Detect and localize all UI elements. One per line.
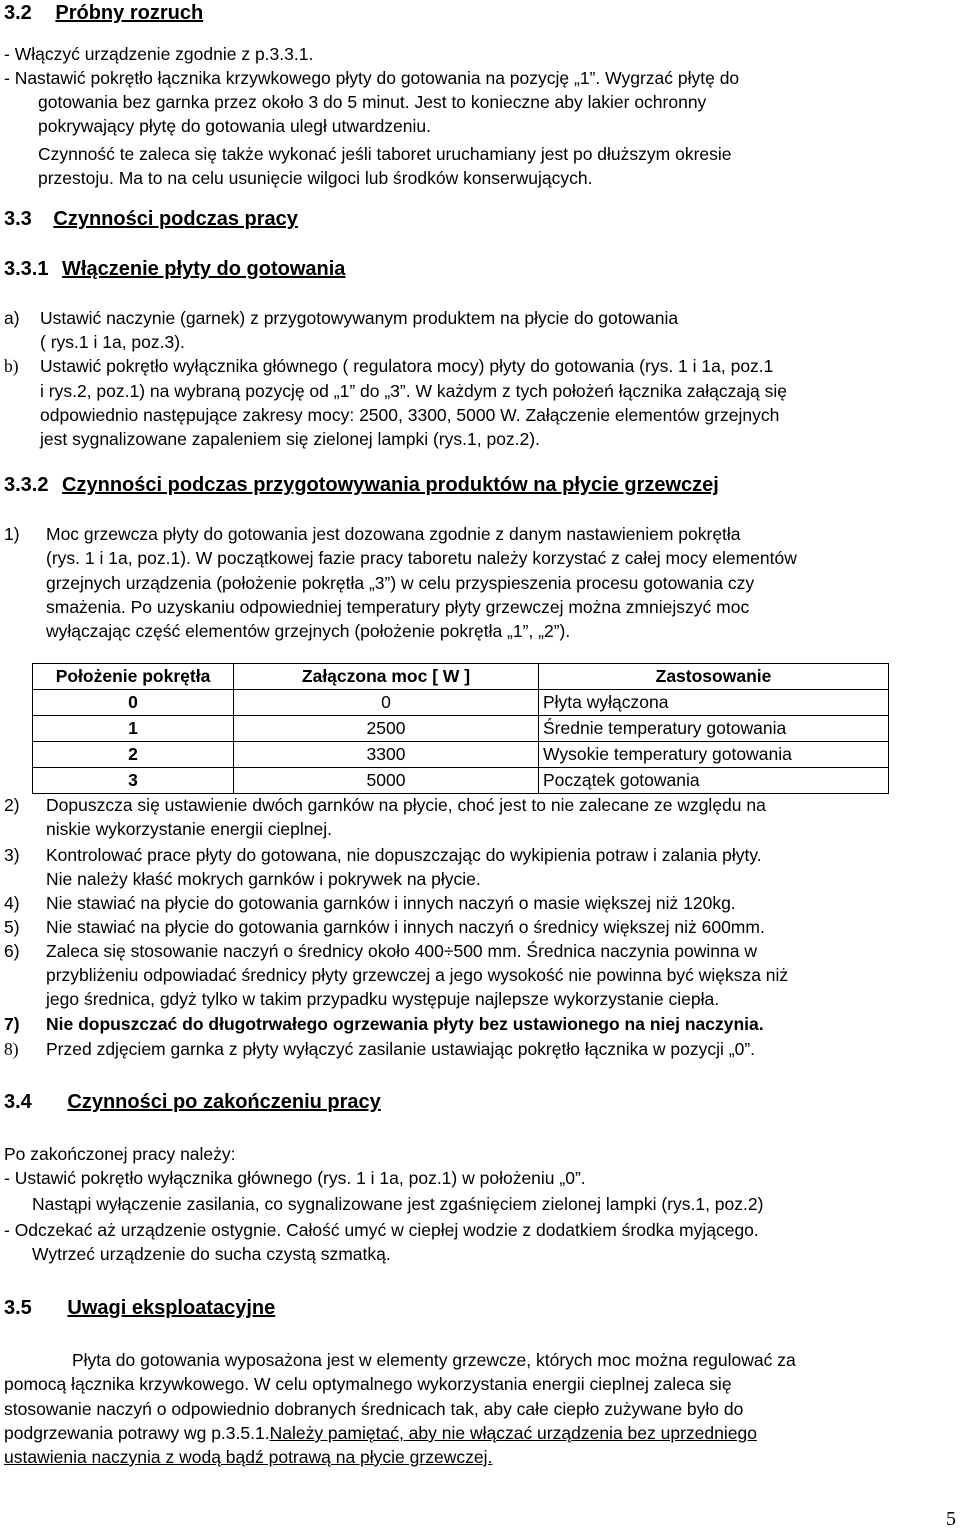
paragraph-line: pokrywający płytę do gotowania uległ utwardzeniu.	[38, 116, 432, 136]
paragraph-line: Zaleca się stosowanie naczyń o średnicy około 400÷500 mm. Średnica naczynia powinna w	[46, 941, 757, 961]
list-item: - Włączyć urządzenie zgodnie z p.3.3.1.	[4, 44, 314, 64]
table-row	[33, 768, 889, 794]
list-marker: 5)	[4, 917, 20, 937]
list-marker: 8)	[4, 1039, 19, 1059]
warning-text: Należy pamiętać, aby nie włączać urządzenia bez uprzedniego	[269, 1423, 757, 1443]
section-number: 3.2	[4, 2, 32, 24]
table-cell: Średnie temperatury gotowania	[539, 716, 889, 742]
section-title: Włączenie płyty do gotowania	[62, 258, 346, 280]
table-cell: Płyta wyłączona	[539, 690, 889, 716]
paragraph-line: i rys.2, poz.1) na wybraną pozycję od „1” do „3”. W każdym z tych położeń łącznika załączają się	[40, 381, 787, 401]
paragraph-line: wyłączając część elementów grzejnych (położenie pokrętła „1”, „2”).	[46, 621, 571, 641]
paragraph-line: (rys. 1 i 1a, poz.1). W początkowej fazie pracy taboretu należy korzystać z całej mocy elementów	[46, 548, 797, 568]
paragraph-line: Przed zdjęciem garnka z płyty wyłączyć zasilanie ustawiając pokrętło łącznika w pozycji „0”.	[46, 1039, 756, 1059]
section-number: 3.3	[4, 208, 32, 230]
paragraph-text: podgrzewania potrawy wg p.3.5.1.	[4, 1423, 270, 1443]
paragraph-line: Nie należy kłaść mokrych garnków i pokrywek na płycie.	[46, 869, 481, 889]
list-marker: 4)	[4, 893, 20, 913]
paragraph-line: odpowiednio następujące zakresy mocy: 2500, 3300, 5000 W. Załączenie elementów grzejnych	[40, 405, 780, 425]
section-heading-3-4	[4, 1091, 381, 1114]
paragraph-line: Wytrzeć urządzenie do sucha czystą szmatką.	[32, 1244, 391, 1264]
paragraph-line	[4, 1423, 757, 1444]
list-item: - Nastawić pokrętło łącznika krzywkowego płyty do gotowania na pozycję „1”. Wygrzać płytę do	[4, 68, 740, 88]
section-title: Czynności po zakończeniu pracy	[67, 1091, 381, 1113]
section-title: Czynności podczas pracy	[53, 208, 298, 230]
paragraph-line: pomocą łącznika krzywkowego. W celu optymalnego wykorzystania energii cieplnej zaleca się	[4, 1374, 732, 1394]
paragraph-line: Po zakończonej pracy należy:	[4, 1144, 236, 1164]
table-cell: 0	[234, 690, 539, 716]
paragraph-line: gotowania bez garnka przez około 3 do 5 minut. Jest to konieczne aby lakier ochronny	[38, 92, 707, 112]
table-cell: 3300	[234, 742, 539, 768]
paragraph-line: Ustawić pokrętło wyłącznika głównego ( regulatora mocy) płyty do gotowania (rys. 1 i 1a, poz.1	[40, 356, 774, 376]
table-cell: Początek gotowania	[539, 768, 889, 794]
table-row	[33, 690, 889, 716]
table-header-row	[33, 664, 889, 690]
paragraph-line: Czynność te zaleca się także wykonać jeśli taboret uruchamiany jest po dłuższym okresie	[38, 144, 732, 164]
table-row	[33, 716, 889, 742]
section-number: 3.3.2	[4, 474, 49, 496]
warning-text: ustawienia naczynia z wodą bądź potrawą na płycie grzewczej.	[4, 1447, 493, 1467]
paragraph-line: grzejnych urządzenia (położenie pokrętła „3”) w celu przyspieszenia procesu gotowania czy	[46, 573, 755, 593]
paragraph-line: Kontrolować prace płyty do gotowana, nie dopuszczając do wykipienia potraw i zalania płyty.	[46, 845, 762, 865]
table-cell: 2	[33, 742, 234, 768]
paragraph-line: Ustawić naczynie (garnek) z przygotowywanym produktem na płycie do gotowania	[40, 308, 679, 328]
table-cell: 1	[33, 716, 234, 742]
paragraph-line: ( rys.1 i 1a, poz.3).	[40, 332, 185, 352]
table-cell: Wysokie temperatury gotowania	[539, 742, 889, 768]
paragraph-line: przestoju. Ma to na celu usunięcie wilgoci lub środków konserwujących.	[38, 168, 593, 188]
paragraph-line: jest sygnalizowane zapaleniem się zielonej lampki (rys.1, poz.2).	[40, 429, 540, 449]
list-item: - Ustawić pokrętło wyłącznika głównego (rys. 1 i 1a, poz.1) w położeniu „0”.	[4, 1168, 586, 1188]
power-settings-table	[32, 663, 889, 794]
column-header: Załączona moc [ W ]	[234, 664, 539, 690]
page-number: 5	[946, 1508, 956, 1530]
paragraph-line: Nie dopuszczać do długotrwałego ogrzewania płyty bez ustawionego na niej naczynia.	[46, 1014, 764, 1034]
table-cell: 5000	[234, 768, 539, 794]
paragraph-line: smażenia. Po uzyskaniu odpowiedniej temperatury płyty grzewczej można zmniejszyć moc	[46, 597, 750, 617]
column-header: Położenie pokrętła	[33, 664, 234, 690]
section-heading-3-3	[4, 208, 298, 231]
section-heading-3-2	[4, 2, 203, 25]
paragraph-line: Moc grzewcza płyty do gotowania jest dozowana zgodnie z danym nastawieniem pokrętła	[46, 524, 741, 544]
paragraph-line: niskie wykorzystanie energii cieplnej.	[46, 819, 332, 839]
paragraph-line: Nastąpi wyłączenie zasilania, co sygnalizowane jest zgaśnięciem zielonej lampki (rys.1, poz.2)	[32, 1194, 764, 1214]
list-marker: 3)	[4, 845, 20, 865]
column-header: Zastosowanie	[539, 664, 889, 690]
section-number: 3.3.1	[4, 258, 49, 280]
table-row	[33, 742, 889, 768]
table-cell: 2500	[234, 716, 539, 742]
list-item: - Odczekać aż urządzenie ostygnie. Całość umyć w ciepłej wodzie z dodatkiem środka myjącego.	[4, 1220, 759, 1240]
section-heading-3-3-1	[4, 258, 345, 281]
section-number: 3.4	[4, 1091, 32, 1113]
paragraph-line: Nie stawiać na płycie do gotowania garnków i innych naczyń o masie większej niż 120kg.	[46, 893, 736, 913]
paragraph-line: stosowanie naczyń o odpowiednio dobranych średnicach tak, aby całe ciepło zużywane było do	[4, 1399, 744, 1419]
paragraph-line: Dopuszcza się ustawienie dwóch garnków na płycie, choć jest to nie zalecane ze względu na	[46, 795, 766, 815]
paragraph-line: Nie stawiać na płycie do gotowania garnków i innych naczyń o średnicy większej niż 600mm.	[46, 917, 765, 937]
table-cell: 0	[33, 690, 234, 716]
section-title: Czynności podczas przygotowywania produktów na płycie grzewczej	[62, 474, 719, 496]
list-marker: 2)	[4, 795, 20, 815]
paragraph-line: przybliżeniu odpowiadać średnicy płyty grzewczej a jego wysokość nie powinna być większa niż	[46, 965, 789, 985]
section-heading-3-3-2	[4, 474, 719, 497]
section-title: Próbny rozruch	[55, 2, 204, 24]
section-number: 3.5	[4, 1297, 32, 1319]
table-cell: 3	[33, 768, 234, 794]
paragraph-line: jego średnica, gdyż tylko w takim przypadku występuje najlepsze wykorzystanie ciepła.	[46, 989, 720, 1009]
list-marker: 7)	[4, 1014, 20, 1034]
section-heading-3-5	[4, 1297, 275, 1320]
list-marker: b)	[4, 356, 19, 376]
paragraph-line: Płyta do gotowania wyposażona jest w elementy grzewcze, których moc można regulować za	[72, 1350, 796, 1370]
list-marker: a)	[4, 308, 20, 328]
list-marker: 6)	[4, 941, 20, 961]
section-title: Uwagi eksploatacyjne	[67, 1297, 276, 1319]
list-marker: 1)	[4, 524, 20, 544]
